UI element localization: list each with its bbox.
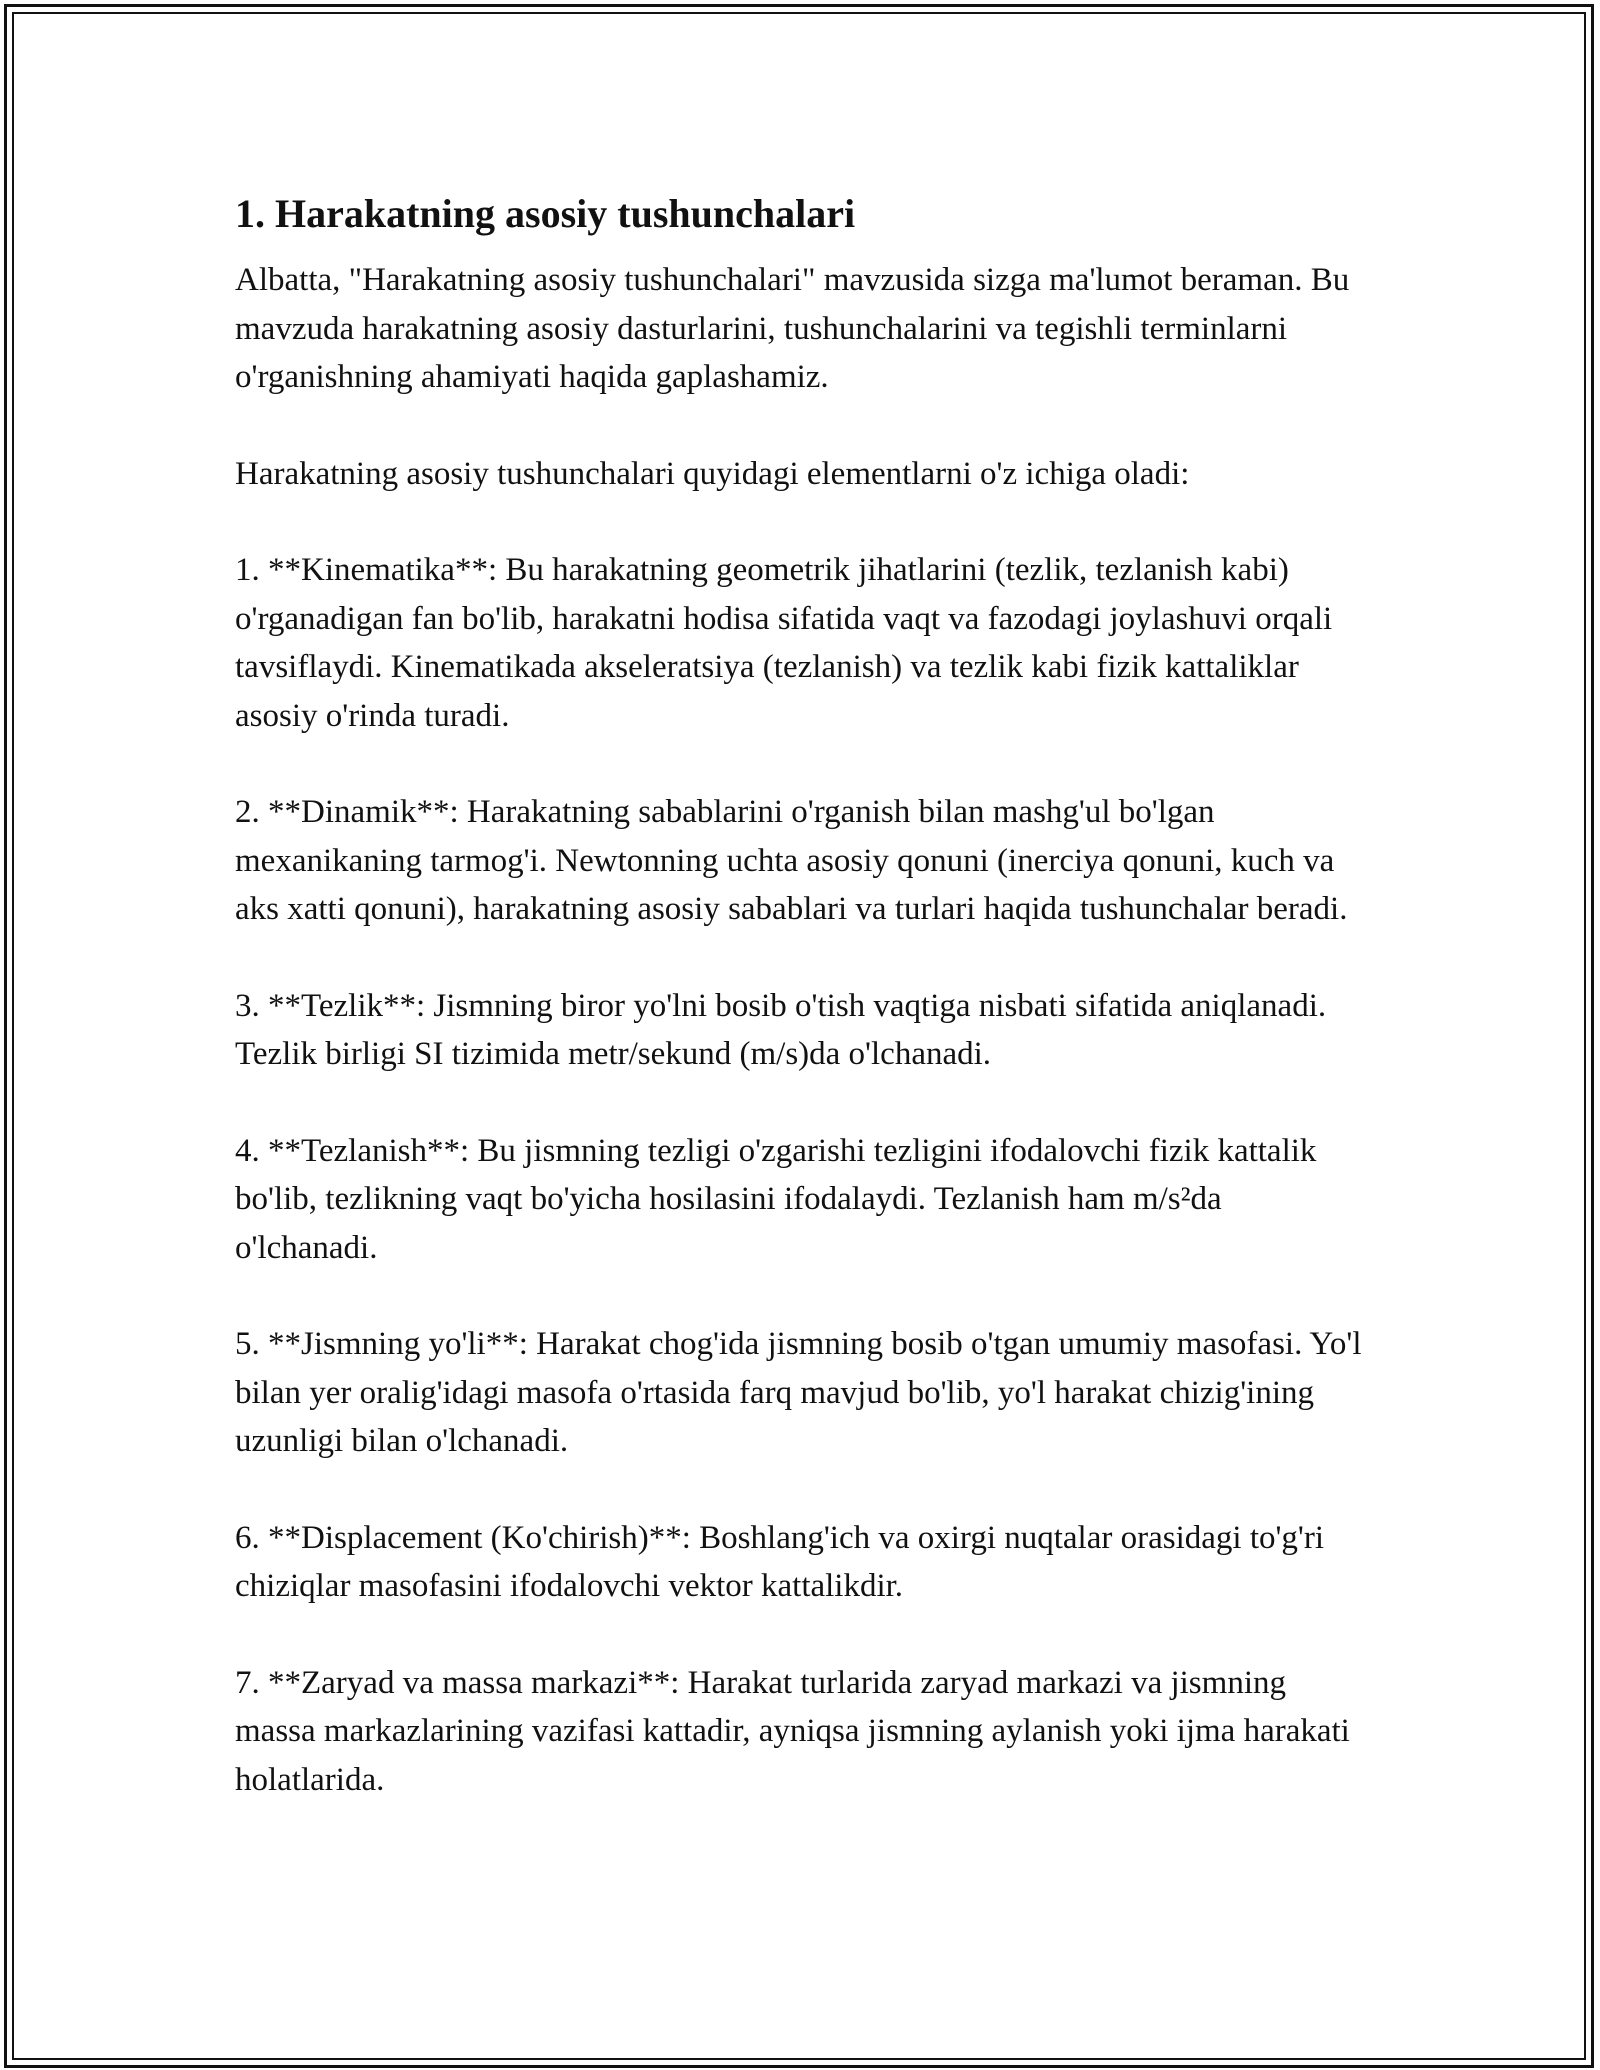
intro-paragraph: Albatta, "Harakatning asosiy tushunchalari" mavzusida sizga ma'lumot beraman. Bu mavzuda harakatning asosiy dasturlarini, tushunchalarini va tegishli terminlarni o'rganishning ahamiyati haqida gaplashamiz.	[235, 262, 1350, 395]
list-item-tezlanish: 4. **Tezlanish**: Bu jismning tezligi o'zgarishi tezligini ifodalovchi fizik kattalik bo'lib, tezlikning vaqt bo'yicha hosilasini ifodalaydi. Tezlanish ham m/s²da o'lchanadi.	[235, 1132, 1317, 1266]
list-intro-paragraph: Harakatning asosiy tushunchalari quyidagi elementlarni o'z ichiga oladi:	[235, 455, 1190, 492]
list-item-zaryad-massa: 7. **Zaryad va massa markazi**: Harakat turlarida zaryad markazi va jismning massa markazlarining vazifasi kattadir, ayniqsa jismning aylanish yoki ijma harakati holatlarida.	[235, 1664, 1350, 1798]
list-item-kinematika: 1. **Kinematika**: Bu harakatning geometrik jihatlarini (tezlik, tezlanish kabi) o'rganadigan fan bo'lib, harakatni hodisa sifatida vaqt va fazodagi joylashuvi orqali tavsiflaydi. Kinematikada akseleratsiya (tezlanish) va tezlik kabi fizik kattaliklar asosiy o'rinda turadi.	[235, 552, 1333, 734]
document-title: 1. Harakatning asosiy tushunchalari	[235, 191, 856, 236]
list-item-displacement: 6. **Displacement (Ko'chirish)**: Boshlang'ich va oxirgi nuqtalar orasidagi to'g'ri chiziqlar masofasini ifodalovchi vektor kattalikdir.	[235, 1519, 1325, 1604]
document-body	[235, 186, 1365, 1852]
list-item-jismning-yoli: 5. **Jismning yo'li**: Harakat chog'ida jismning bosib o'tgan umumiy masofasi. Yo'l bilan yer oralig'idagi masofa o'rtasida farq mavjud bo'lib, yo'l harakat chizig'ining uzunligi bilan o'lchanadi.	[235, 1326, 1362, 1459]
list-item-dinamik: 2. **Dinamik**: Harakatning sabablarini o'rganish bilan mashg'ul bo'lgan mexanikaning tarmog'i. Newtonning uchta asosiy qonuni (inerciya qonuni, kuch va aks xatti qonuni), harakatning asosiy sabablari va turlari haqida tushunchalar beradi.	[235, 794, 1348, 927]
list-item-tezlik: 3. **Tezlik**: Jismning biror yo'lni bosib o'tish vaqtiga nisbati sifatida aniqlanadi. Tezlik birligi SI tizimida metr/sekund (m/s)da o'lchanadi.	[235, 987, 1327, 1072]
